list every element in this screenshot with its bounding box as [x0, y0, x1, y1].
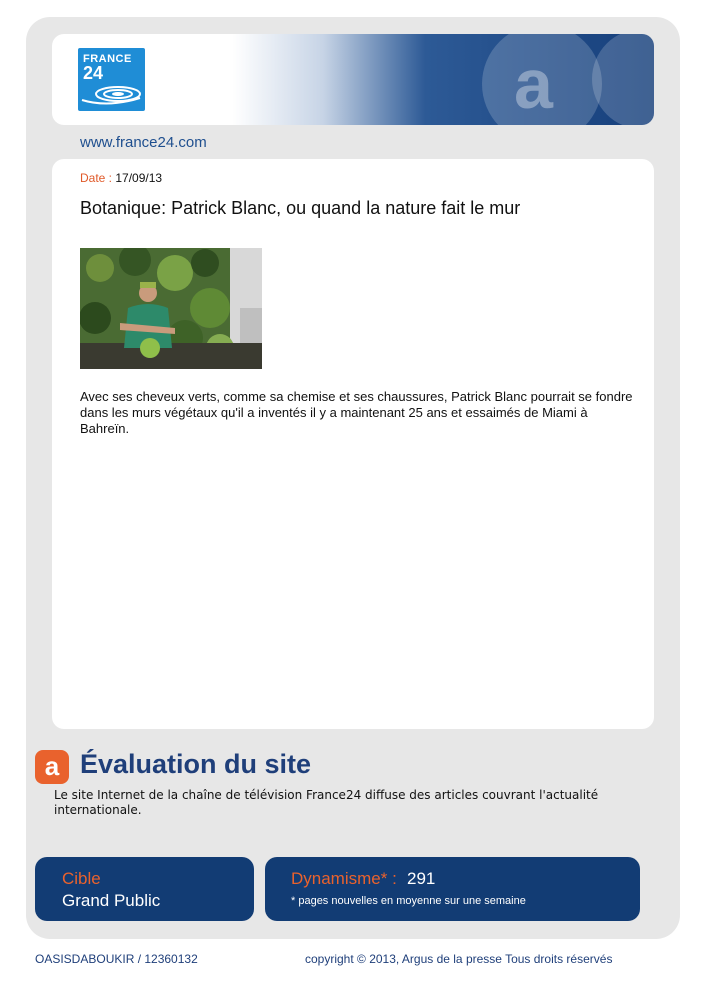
logo-waves-icon	[78, 48, 145, 111]
evaluation-description: Le site Internet de la chaîne de télévision France24 diffuse des articles couvrant l'actualité internationale.	[54, 788, 599, 817]
article-body: Avec ses cheveux verts, comme sa chemise et ses chaussures, Patrick Blanc pourrait se fondre dans les murs végétaux qu'il a inventés il y a maintenant 25 ans et essaimés de Miami à Bahreïn.	[80, 389, 633, 436]
footer-copyright: copyright © 2013, Argus de la presse Tous droits réservés	[305, 952, 613, 966]
cible-box	[35, 857, 254, 921]
article-date	[80, 171, 162, 185]
dynamisme-box	[265, 857, 640, 921]
site-url-link[interactable]: www.france24.com	[80, 134, 207, 151]
cible-label: Cible	[62, 869, 101, 888]
argus-icon: a	[35, 750, 69, 784]
dynamisme-value: 291	[407, 869, 436, 888]
article-card	[52, 159, 654, 729]
france24-logo: FRANCE 24	[78, 48, 145, 111]
evaluation-title: Évaluation du site	[80, 749, 312, 779]
dynamisme-note: * pages nouvelles en moyenne sur une semaine	[291, 895, 526, 907]
article-title: Botanique: Patrick Blanc, ou quand la nature fait le mur	[80, 198, 521, 218]
banner-watermark-icon: a	[514, 45, 553, 123]
footer-reference: OASISDABOUKIR / 12360132	[35, 952, 198, 966]
dynamisme-label: Dynamisme* :	[291, 869, 397, 888]
article-photo	[80, 248, 262, 369]
date-value: 17/09/13	[115, 171, 163, 185]
date-label: Date :	[80, 171, 113, 185]
cible-value: Grand Public	[62, 891, 161, 910]
